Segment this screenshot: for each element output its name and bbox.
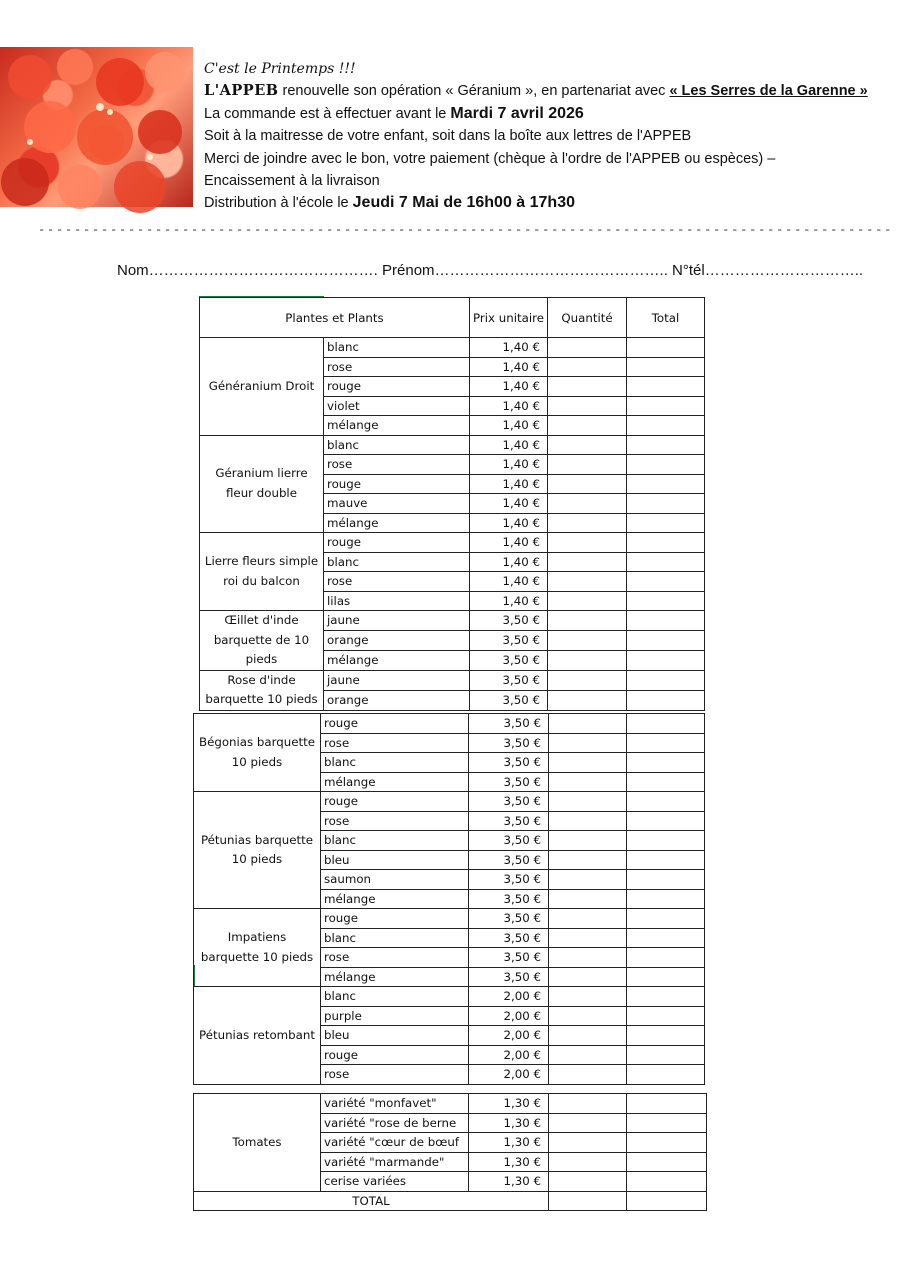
quantity-cell[interactable]	[548, 591, 627, 611]
plant-group-name: Généranium Droit	[200, 338, 324, 436]
unit-price-cell: 1,40 €	[470, 416, 548, 436]
quantity-cell[interactable]	[548, 690, 627, 710]
line-total-cell[interactable]	[627, 909, 705, 929]
quantity-cell[interactable]	[548, 650, 627, 670]
unit-price-cell: 1,30 €	[469, 1113, 549, 1133]
unit-price-cell: 1,40 €	[470, 435, 548, 455]
table-header-row	[200, 298, 705, 338]
unit-price-cell: 3,50 €	[470, 611, 548, 631]
line-total-cell[interactable]	[627, 870, 705, 890]
unit-price-cell: 2,00 €	[469, 1026, 549, 1046]
line-total-cell[interactable]	[627, 357, 705, 377]
line-total-cell[interactable]	[627, 435, 705, 455]
line-total-cell[interactable]	[627, 1152, 707, 1172]
unit-price-cell: 1,40 €	[470, 533, 548, 553]
unit-price-cell: 3,50 €	[469, 811, 549, 831]
quantity-cell[interactable]	[549, 850, 627, 870]
variety-cell: purple	[321, 1006, 469, 1026]
line-total-cell[interactable]	[627, 611, 705, 631]
line-total-cell[interactable]	[627, 1006, 705, 1026]
table-row	[200, 670, 705, 690]
line-total-cell[interactable]	[627, 338, 705, 358]
plant-group-name: Lierre fleurs simple roi du balcon	[200, 533, 324, 611]
identity-fields[interactable]: Nom………………………………………. Prénom……………………………………….. N°tél…………………………..	[117, 262, 864, 279]
line-total-cell[interactable]	[627, 690, 705, 710]
line-total-cell[interactable]	[627, 670, 705, 690]
unit-price-cell: 2,00 €	[469, 1065, 549, 1085]
line-total-cell[interactable]	[627, 967, 705, 987]
operation-text: renouvelle son opération « Géranium », en partenariat avec	[278, 83, 670, 100]
quantity-cell[interactable]	[548, 552, 627, 572]
quantity-cell[interactable]	[548, 474, 627, 494]
variety-cell: mélange	[324, 513, 470, 533]
plant-group-name: Pétunias barquette 10 pieds	[194, 792, 321, 909]
quantity-cell[interactable]	[548, 377, 627, 397]
variety-cell: mélange	[321, 967, 469, 987]
unit-price-cell: 3,50 €	[469, 870, 549, 890]
quantity-cell[interactable]	[549, 714, 627, 734]
unit-price-cell: 3,50 €	[469, 889, 549, 909]
variety-cell: blanc	[321, 831, 469, 851]
order-deadline-date: Mardi 7 avril 2026	[450, 104, 584, 122]
unit-price-cell: 1,40 €	[470, 455, 548, 475]
variety-cell: orange	[324, 630, 470, 650]
quantity-cell[interactable]	[548, 513, 627, 533]
line-total-cell[interactable]	[627, 987, 705, 1007]
line-total-cell[interactable]	[627, 513, 705, 533]
unit-price-cell: 1,40 €	[470, 396, 548, 416]
unit-price-cell: 1,40 €	[470, 377, 548, 397]
unit-price-cell: 3,50 €	[469, 831, 549, 851]
quantity-cell[interactable]	[549, 1094, 627, 1114]
org-name: L'APPEB	[204, 82, 279, 100]
line-total-cell[interactable]	[627, 591, 705, 611]
table-row	[200, 533, 705, 553]
quantity-cell[interactable]	[549, 967, 627, 987]
flower-photo	[0, 47, 193, 207]
unit-price-cell: 3,50 €	[470, 690, 548, 710]
variety-cell: blanc	[324, 338, 470, 358]
table-row	[194, 792, 705, 812]
variety-cell: rouge	[321, 792, 469, 812]
line-total-cell[interactable]	[627, 1026, 705, 1046]
line-total-cell[interactable]	[627, 1094, 707, 1114]
variety-cell: jaune	[324, 611, 470, 631]
variety-cell: rouge	[324, 377, 470, 397]
cut-line: -----------------------------------------------------------------------------------------------	[38, 223, 894, 237]
unit-price-cell: 3,50 €	[470, 630, 548, 650]
unit-price-cell: 3,50 €	[469, 909, 549, 929]
line-total-cell[interactable]	[627, 650, 705, 670]
unit-price-cell: 3,50 €	[469, 772, 549, 792]
quantity-cell[interactable]	[549, 870, 627, 890]
line-total-cell[interactable]	[627, 630, 705, 650]
table-row	[200, 611, 705, 631]
unit-price-cell: 1,30 €	[469, 1152, 549, 1172]
quantity-cell[interactable]	[549, 1152, 627, 1172]
quantity-cell[interactable]	[549, 928, 627, 948]
quantity-cell[interactable]	[549, 831, 627, 851]
variety-cell: mélange	[321, 889, 469, 909]
line-total-cell[interactable]	[627, 772, 705, 792]
plant-group-name: Rose d'inde barquette 10 pieds	[200, 670, 324, 710]
table-row	[194, 987, 705, 1007]
order-deadline-text: La commande est à effectuer avant le	[204, 105, 451, 122]
quantity-cell[interactable]	[549, 1113, 627, 1133]
line-total-cell[interactable]	[627, 416, 705, 436]
variety-cell: variété "monfavet"	[321, 1094, 469, 1114]
total-row	[194, 1191, 707, 1211]
order-table-part-2	[193, 713, 705, 1085]
distribution-text: Distribution à l'école le	[204, 195, 353, 212]
plant-group-name: Impatiens barquette 10 pieds	[194, 909, 321, 987]
variety-cell: blanc	[321, 987, 469, 1007]
quantity-cell[interactable]	[549, 792, 627, 812]
unit-price-cell: 1,40 €	[470, 494, 548, 514]
variety-cell: blanc	[324, 435, 470, 455]
variety-cell: rouge	[324, 474, 470, 494]
unit-price-cell: 3,50 €	[469, 792, 549, 812]
variety-cell: rouge	[321, 1045, 469, 1065]
quantity-cell[interactable]	[548, 572, 627, 592]
unit-price-cell: 3,50 €	[469, 753, 549, 773]
variety-cell: bleu	[321, 1026, 469, 1046]
unit-price-cell: 1,40 €	[470, 338, 548, 358]
quantity-cell[interactable]	[549, 1172, 627, 1192]
variety-cell: rouge	[324, 533, 470, 553]
quantity-cell[interactable]	[548, 455, 627, 475]
quantity-cell[interactable]	[549, 1026, 627, 1046]
table-row	[200, 435, 705, 455]
header-total: Total	[627, 298, 705, 338]
variety-cell: saumon	[321, 870, 469, 890]
line-total-cell[interactable]	[627, 572, 705, 592]
line-total-cell[interactable]	[627, 377, 705, 397]
variety-cell: bleu	[321, 850, 469, 870]
quantity-cell[interactable]	[549, 889, 627, 909]
variety-cell: cerise variées	[321, 1172, 469, 1192]
line-total-cell[interactable]	[627, 889, 705, 909]
unit-price-cell: 1,40 €	[470, 357, 548, 377]
line-total-cell[interactable]	[627, 714, 705, 734]
quantity-cell[interactable]	[549, 1133, 627, 1153]
variety-cell: rose	[324, 357, 470, 377]
variety-cell: blanc	[324, 552, 470, 572]
header-qty: Quantité	[548, 298, 627, 338]
variety-cell: rose	[321, 811, 469, 831]
quantity-cell[interactable]	[548, 494, 627, 514]
unit-price-cell: 2,00 €	[469, 987, 549, 1007]
variety-cell: rose	[324, 455, 470, 475]
unit-price-cell: 1,40 €	[470, 513, 548, 533]
line-total-cell[interactable]	[627, 1172, 707, 1192]
unit-price-cell: 3,50 €	[469, 733, 549, 753]
intro-text	[204, 58, 894, 215]
line-total-cell[interactable]	[627, 831, 705, 851]
variety-cell: mélange	[324, 650, 470, 670]
unit-price-cell: 1,40 €	[470, 591, 548, 611]
line-total-cell[interactable]	[627, 1113, 707, 1133]
variety-cell: blanc	[321, 753, 469, 773]
distribution-date: Jeudi 7 Mai de 16h00 à 17h30	[352, 194, 575, 212]
variety-cell: jaune	[324, 670, 470, 690]
unit-price-cell: 3,50 €	[470, 650, 548, 670]
variety-cell: mauve	[324, 494, 470, 514]
line-total-cell[interactable]	[627, 948, 705, 968]
line-total-cell[interactable]	[627, 753, 705, 773]
partner-name: « Les Serres de la Garenne »	[669, 83, 868, 100]
order-table-part-3	[193, 1093, 707, 1211]
drop-off-text: Soit à la maitresse de votre enfant, soit dans la boîte aux lettres de l'APPEB	[204, 128, 692, 145]
variety-cell: orange	[324, 690, 470, 710]
variety-cell: mélange	[324, 416, 470, 436]
unit-price-cell: 1,30 €	[469, 1094, 549, 1114]
total-qty-cell[interactable]	[549, 1191, 627, 1211]
variety-cell: rouge	[321, 909, 469, 929]
unit-price-cell: 3,50 €	[469, 967, 549, 987]
plant-group-name: Géranium lierre fleur double	[200, 435, 324, 533]
plant-group-name: Pétunias retombant	[194, 987, 321, 1085]
quantity-cell[interactable]	[549, 987, 627, 1007]
quantity-cell[interactable]	[548, 357, 627, 377]
quantity-cell[interactable]	[549, 909, 627, 929]
variety-cell: mélange	[321, 772, 469, 792]
unit-price-cell: 1,30 €	[469, 1172, 549, 1192]
table-row	[194, 1094, 707, 1114]
line-total-cell[interactable]	[627, 455, 705, 475]
quantity-cell[interactable]	[549, 1065, 627, 1085]
quantity-cell[interactable]	[548, 533, 627, 553]
line-total-cell[interactable]	[627, 533, 705, 553]
total-label: TOTAL	[194, 1191, 549, 1211]
table-row	[200, 338, 705, 358]
unit-price-cell: 3,50 €	[469, 850, 549, 870]
unit-price-cell: 3,50 €	[469, 928, 549, 948]
quantity-cell[interactable]	[548, 338, 627, 358]
line-total-cell[interactable]	[627, 1065, 705, 1085]
variety-cell: variété "cœur de bœuf	[321, 1133, 469, 1153]
quantity-cell[interactable]	[548, 416, 627, 436]
unit-price-cell: 3,50 €	[469, 948, 549, 968]
quantity-cell[interactable]	[549, 811, 627, 831]
table-row	[194, 714, 705, 734]
line-total-cell[interactable]	[627, 792, 705, 812]
variety-cell: rose	[321, 1065, 469, 1085]
variety-cell: lilas	[324, 591, 470, 611]
line-total-cell[interactable]	[627, 850, 705, 870]
line-total-cell[interactable]	[627, 1045, 705, 1065]
header-plants: Plantes et Plants	[200, 298, 470, 338]
plant-group-name: Œillet d'inde barquette de 10 pieds	[200, 611, 324, 671]
line-total-cell[interactable]	[627, 928, 705, 948]
cashing-text: Encaissement à la livraison	[204, 173, 380, 190]
plant-group-name: Tomates	[194, 1094, 321, 1192]
quantity-cell[interactable]	[548, 435, 627, 455]
payment-text: Merci de joindre avec le bon, votre paiement (chèque à l'ordre de l'APPEB ou espèces) –	[204, 150, 776, 167]
quantity-cell[interactable]	[549, 733, 627, 753]
unit-price-cell: 2,00 €	[469, 1045, 549, 1065]
variety-cell: variété "marmande"	[321, 1152, 469, 1172]
order-table-part-1	[199, 297, 705, 711]
total-sum-cell[interactable]	[627, 1191, 707, 1211]
line-total-cell[interactable]	[627, 733, 705, 753]
quantity-cell[interactable]	[549, 948, 627, 968]
unit-price-cell: 1,40 €	[470, 474, 548, 494]
unit-price-cell: 1,40 €	[470, 552, 548, 572]
quantity-cell[interactable]	[549, 1006, 627, 1026]
quantity-cell[interactable]	[549, 772, 627, 792]
quantity-cell[interactable]	[549, 753, 627, 773]
unit-price-cell: 3,50 €	[469, 714, 549, 734]
line-total-cell[interactable]	[627, 474, 705, 494]
variety-cell: blanc	[321, 928, 469, 948]
quantity-cell[interactable]	[548, 396, 627, 416]
unit-price-cell: 3,50 €	[470, 670, 548, 690]
plant-group-name: Bégonias barquette 10 pieds	[194, 714, 321, 792]
quantity-cell[interactable]	[548, 630, 627, 650]
variety-cell: rouge	[321, 714, 469, 734]
variety-cell: rose	[324, 572, 470, 592]
variety-cell: violet	[324, 396, 470, 416]
spring-title: C'est le Printemps !!!	[204, 61, 356, 77]
line-total-cell[interactable]	[627, 1133, 707, 1153]
variety-cell: variété "rose de berne	[321, 1113, 469, 1133]
bougainvillea-image	[0, 47, 193, 207]
quantity-cell[interactable]	[549, 1045, 627, 1065]
variety-cell: rose	[321, 733, 469, 753]
variety-cell: rose	[321, 948, 469, 968]
line-total-cell[interactable]	[627, 552, 705, 572]
line-total-cell[interactable]	[627, 396, 705, 416]
quantity-cell[interactable]	[548, 611, 627, 631]
unit-price-cell: 1,40 €	[470, 572, 548, 592]
line-total-cell[interactable]	[627, 811, 705, 831]
line-total-cell[interactable]	[627, 494, 705, 514]
table-row	[194, 909, 705, 929]
unit-price-cell: 2,00 €	[469, 1006, 549, 1026]
unit-price-cell: 1,30 €	[469, 1133, 549, 1153]
header-price: Prix unitaire	[470, 298, 548, 338]
quantity-cell[interactable]	[548, 670, 627, 690]
